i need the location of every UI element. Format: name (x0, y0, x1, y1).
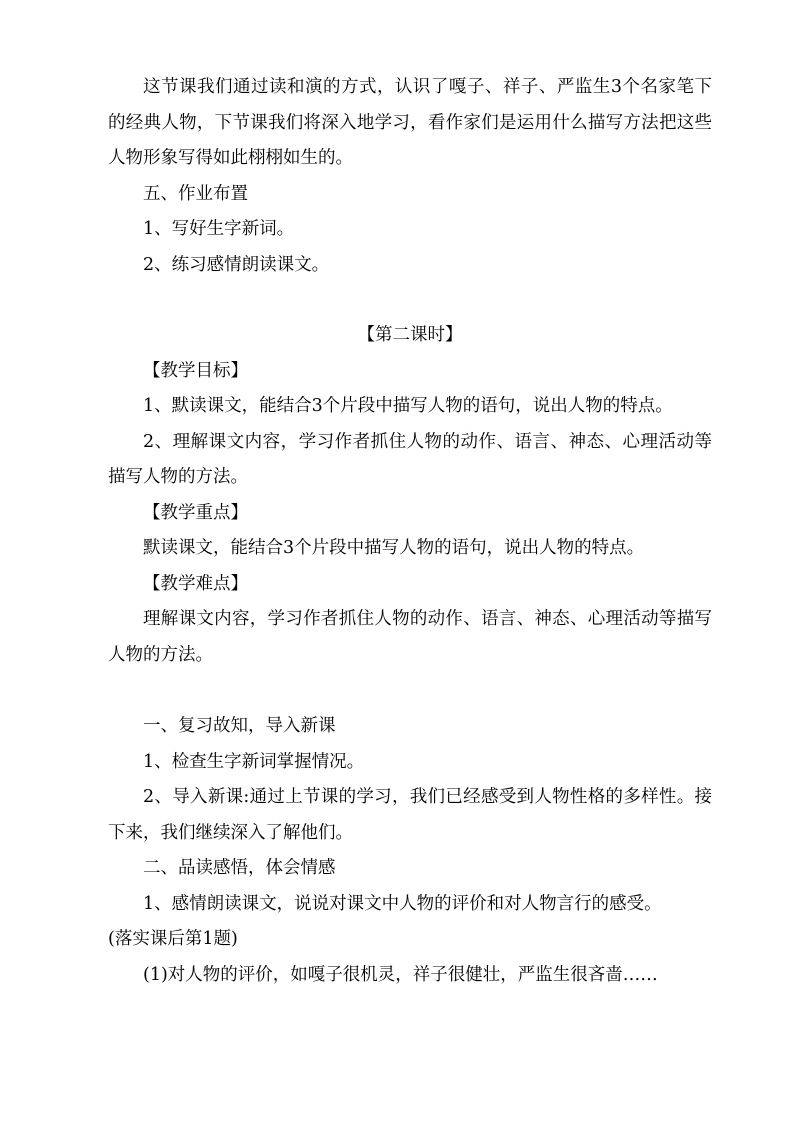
document-body (108, 70, 712, 993)
key-points-text: 默读课文，能结合3个片段中描写人物的语句，说出人物的特点。 (143, 538, 645, 558)
key-points-heading: 【教学重点】 (143, 502, 248, 523)
goals-heading: 【教学目标】 (143, 360, 248, 381)
section-subitem: (1)对人物的评价，如嘎子很机灵，祥子很健壮，严监生很吝啬…… (143, 964, 658, 985)
homework-item: 1、写好生字新词。 (143, 219, 295, 239)
section-item-note: (落实课后第1题) (108, 929, 238, 949)
section-title: 一、复习故知，导入新课 (143, 716, 336, 736)
difficulties-text: 理解课文内容，学习作者抓住人物的动作、语言、神态、心理活动等描写人物的方法。 (108, 609, 712, 665)
homework-heading: 五、作业布置 (143, 183, 248, 204)
section-title: 二、品读感悟，体会情感 (143, 858, 336, 878)
section-gap (108, 673, 712, 709)
difficulties-heading: 【教学难点】 (143, 573, 248, 594)
goal-item: 2、理解课文内容，学习作者抓住人物的动作、语言、神态、心理活动等描写人物的方法。 (108, 431, 712, 487)
section-item: 1、感情朗读课文，说说对课文中人物的评价和对人物言行的感受。 (143, 893, 662, 914)
homework-item: 2、练习感情朗读课文。 (143, 254, 330, 275)
lesson-title: 【第二课时】 (357, 325, 463, 345)
section-item: 2、导入新课:通过上节课的学习，我们已经感受到人物性格的多样性。接下来，我们继续深入了解他们。 (108, 787, 712, 843)
goal-item: 1、默读课文，能结合3个片段中描写人物的语句，说出人物的特点。 (143, 396, 673, 416)
summary-paragraph: 这节课我们通过读和演的方式，认识了嘎子、祥子、严监生3个名家笔下的经典人物，下节课我们将深入地学习，看作家们是运用什么描写方法把这些人物形象写得如此栩栩如生的。 (108, 77, 712, 168)
section-item: 1、检查生字新词掌握情况。 (143, 751, 365, 772)
